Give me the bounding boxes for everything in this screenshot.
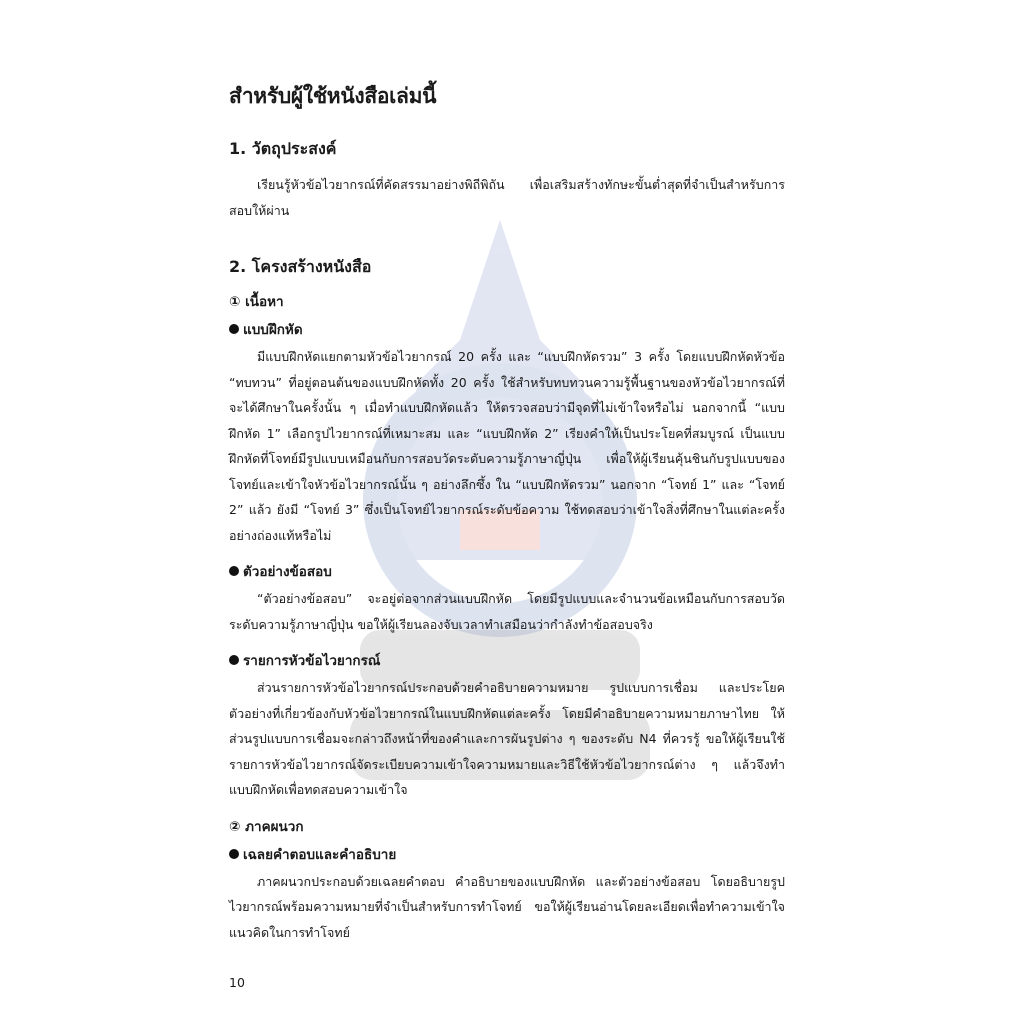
page-number: 10 bbox=[229, 975, 245, 990]
bullet-icon bbox=[229, 655, 239, 665]
appendix-heading: ② ภาคผนวก bbox=[229, 818, 304, 835]
answers-paragraph: ภาคผนวกประกอบด้วยเฉลยคำตอบ คำอธิบายของแบบฝึกหัด และตัวอย่างข้อสอบ โดยอธิบายรูปไวยากรณ์พร้อมความหมายที่จำเป็นสำหรับการทำโจทย์ ขอให้ผู้เรียนอ่านโดยละเอียดเพื่อทำความเข้าใจแนวคิดในการทำโจทย์ bbox=[229, 873, 785, 940]
answers-heading-label: เฉลยคำตอบและคำอธิบาย bbox=[243, 846, 397, 863]
exercise-heading bbox=[229, 318, 785, 340]
sample-heading-label: ตัวอย่างข้อสอบ bbox=[243, 564, 332, 580]
page-body bbox=[229, 80, 785, 957]
page-title: สำหรับผู้ใช้หนังสือเล่มนี้ bbox=[229, 84, 437, 108]
exercise-paragraph: มีแบบฝึกหัดแยกตามหัวข้อไวยากรณ์ 20 ครั้ง และ “แบบฝึกหัดรวม” 3 ครั้ง โดยแบบฝึกหัดหัวข้อ “ทบทวน” ที่อยู่ตอนต้นของแบบฝึกหัดทั้ง 20 ครั้ง ใช้สำหรับทบทวนความรู้พื้นฐานของหัวข้อไวยากรณ์ที่จะได้ศึกษาในครั้งนั้น ๆ เมื่อทำแบบฝึกหัดแล้ว ให้ตรวจสอบว่ามีจุดที่ไม่เข้าใจหรือไม่ นอกจากนี้ “แบบฝึกหัด 1” เลือกรูปไวยากรณ์ที่เหมาะสม และ “แบบฝึกหัด 2” เรียงคำให้เป็นประโยคที่สมบูรณ์ เป็นแบบฝึกหัดที่โจทย์มีรูปแบบเหมือนกับการสอบวัดระดับความรู้ภาษาญี่ปุ่น เพื่อให้ผู้เรียนคุ้นชินกับรูปแบบของโจทย์และเข้าใจหัวข้อไวยากรณ์นั้น ๆ อย่างลึกซึ้ง ใน “แบบฝึกหัดรวม” นอกจาก “โจทย์ 1” และ “โจทย์ 2” แล้ว ยังมี “โจทย์ 3” ซึ่งเป็นโจทย์ไวยากรณ์ระดับข้อความ ใช้ทดสอบว่าเข้าใจสิ่งที่ศึกษาในแต่ละครั้งอย่างถ่องแท้หรือไม่ bbox=[229, 349, 785, 543]
bullet-icon bbox=[229, 324, 239, 334]
structure-heading: 2. โครงสร้างหนังสือ bbox=[229, 257, 372, 276]
objective-paragraph: เรียนรู้หัวข้อไวยากรณ์ที่คัดสรรมาอย่างพิถีพิถัน เพื่อเสริมสร้างทักษะขั้นต่ำสุดที่จำเป็นสำหรับการสอบให้ผ่าน bbox=[229, 177, 785, 218]
bullet-icon bbox=[229, 566, 239, 576]
grammar-list-paragraph: ส่วนรายการหัวข้อไวยากรณ์ประกอบด้วยคำอธิบายความหมาย รูปแบบการเชื่อม และประโยคตัวอย่างที่เกี่ยวข้องกับหัวข้อไวยากรณ์ในแบบฝึกหัดแต่ละครั้ง โดยมีคำอธิบายความหมายภาษาไทย ให้ ส่วนรูปแบบการเชื่อมจะกล่าวถึงหน้าที่ของคำและการผันรูปต่าง ๆ ของระดับ N4 ที่ควรรู้ ขอให้ผู้เรียนใช้รายการหัวข้อไวยากรณ์จัดระเบียบความเข้าใจความหมายและวิธีใช้หัวข้อไวยากรณ์ต่าง ๆ แล้วจึงทำแบบฝึกหัดเพื่อทดสอบความเข้าใจ bbox=[229, 680, 785, 797]
content-heading: ① เนื้อหา bbox=[229, 294, 284, 310]
grammar-list-heading-label: รายการหัวข้อไวยากรณ์ bbox=[243, 653, 381, 669]
objective-heading: 1. วัตถุประสงค์ bbox=[229, 139, 337, 158]
sample-heading bbox=[229, 560, 785, 582]
answers-heading bbox=[229, 843, 785, 865]
grammar-list-heading bbox=[229, 649, 785, 671]
bullet-icon bbox=[229, 849, 239, 859]
exercise-heading-label: แบบฝึกหัด bbox=[243, 322, 303, 338]
sample-paragraph: “ตัวอย่างข้อสอบ” จะอยู่ต่อจากส่วนแบบฝึกหัด โดยมีรูปแบบและจำนวนข้อเหมือนกับการสอบวัดระดับความรู้ภาษาญี่ปุ่น ขอให้ผู้เรียนลองจับเวลาทำเสมือนว่ากำลังทำข้อสอบจริง bbox=[229, 591, 785, 632]
